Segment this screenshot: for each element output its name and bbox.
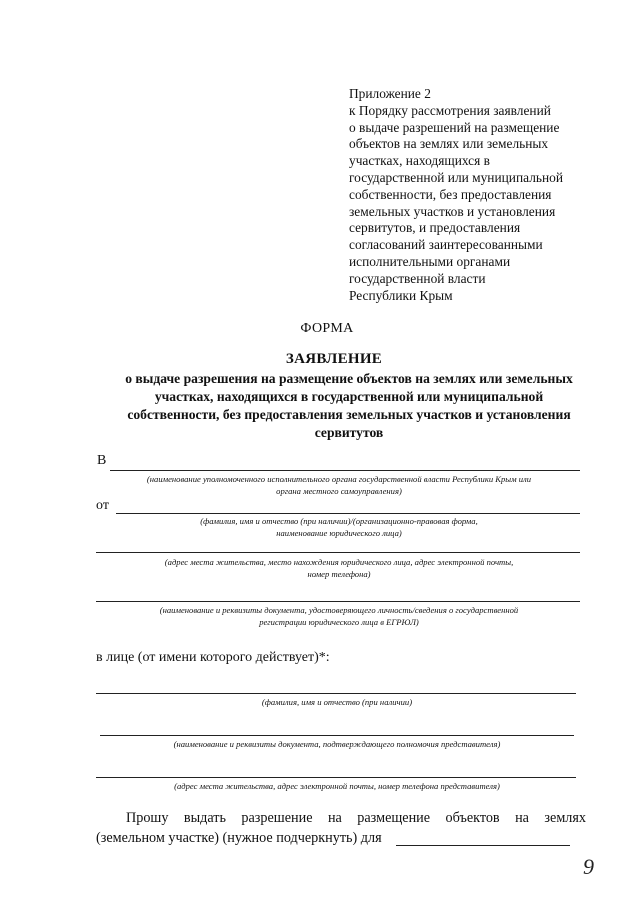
subtitle-line: собственности, без предоставления земельных участков и установления: [127, 407, 571, 422]
to-caption-line-2: органа местного самоуправления): [276, 486, 402, 496]
appendix-line: собственности, без предоставления: [349, 186, 552, 202]
document-field-line[interactable]: [96, 601, 580, 602]
rep-doc-caption: (наименование и реквизиты документа, подтверждающего полномочия представителя): [173, 739, 501, 749]
from-caption-line-1: (фамилия, имя и отчество (при наличии)/(организационно-правовая форма,: [200, 516, 478, 526]
document-caption-line-2: регистрации юридического лица в ЕГРЮЛ): [259, 617, 419, 627]
rep-name-field-line[interactable]: [96, 693, 576, 694]
appendix-line: согласований заинтересованными: [349, 237, 543, 253]
from-caption: [96, 515, 582, 539]
appendix-line: Приложение 2: [349, 86, 431, 101]
document-caption-line-1: (наименование и реквизиты документа, удостоверяющего личность/сведения о государственной: [159, 605, 519, 615]
from-field-line[interactable]: [116, 513, 580, 514]
represented-label: в лице (от имени которого действует)*:: [96, 650, 330, 665]
appendix-block: [349, 86, 599, 304]
address-caption-line-2: номер телефона): [307, 569, 371, 579]
request-paragraph: [96, 808, 586, 848]
appendix-line: государственной власти: [349, 270, 486, 286]
appendix-line: государственной или муниципальной: [349, 169, 564, 185]
appendix-line: сервитутов, и предоставления: [349, 220, 521, 236]
to-caption: [96, 473, 582, 497]
page-number: 9: [583, 854, 594, 879]
address-caption: [96, 556, 582, 580]
appendix-line: Республики Крым: [349, 287, 453, 303]
purpose-field-line[interactable]: [396, 845, 570, 846]
rep-address-field-line[interactable]: [96, 777, 576, 778]
appendix-line: исполнительными органами: [349, 253, 511, 269]
address-caption-line-1: (адрес места жительства, место нахождения юридического лица, адрес электронной почты,: [164, 557, 514, 567]
request-line-2-text: (земельном участке) (нужное подчеркнуть) для: [96, 830, 382, 846]
address-field-line[interactable]: [96, 552, 580, 553]
rep-name-caption: (фамилия, имя и отчество (при наличии): [261, 697, 413, 707]
to-field-line[interactable]: [110, 470, 580, 471]
rep-address-caption: (адрес места жительства, адрес электронной почты, номер телефона представителя): [174, 781, 500, 791]
subtitle-line: о выдаче разрешения на размещение объектов на землях или земельных: [125, 371, 573, 386]
to-label: В: [97, 453, 107, 468]
to-caption-line-1: (наименование уполномоченного исполнительного органа государственной власти Республики Крым или: [146, 474, 532, 484]
document-caption: [96, 604, 582, 628]
appendix-line: участках, находящихся в: [349, 153, 490, 169]
document-subtitle: [96, 370, 602, 442]
appendix-line: к Порядку рассмотрения заявлений: [349, 102, 551, 118]
rep-doc-field-line[interactable]: [100, 735, 574, 736]
from-label: от: [96, 498, 109, 513]
subtitle-line: участках, находящихся в государственной или муниципальной: [154, 389, 544, 404]
appendix-line: о выдаче разрешений на размещение: [349, 119, 560, 135]
appendix-line: объектов на землях или земельных: [349, 136, 549, 152]
document-title: ЗАЯВЛЕНИЕ: [285, 351, 383, 367]
from-caption-line-2: наименование юридического лица): [276, 528, 402, 538]
form-label: ФОРМА: [300, 321, 354, 336]
appendix-line: земельных участков и установления: [349, 203, 556, 219]
subtitle-line: сервитутов: [314, 425, 384, 440]
request-line-1: Прошу выдать разрешение на размещение объектов на землях: [126, 810, 586, 826]
